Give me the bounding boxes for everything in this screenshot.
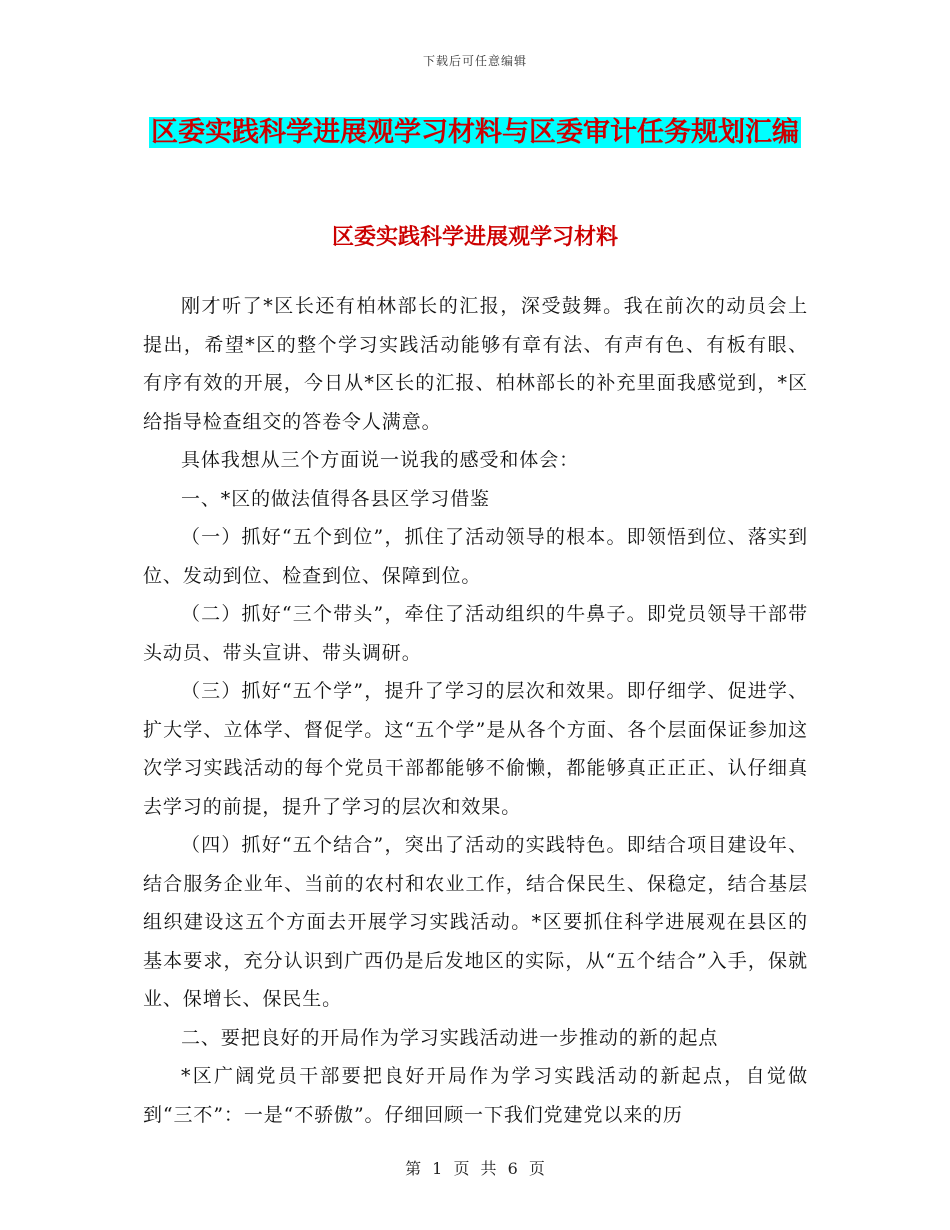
paragraph: 具体我想从三个方面说一说我的感受和体会： <box>181 449 580 471</box>
page-number-footer: 第 1 页 共 6 页 <box>405 1159 545 1178</box>
paragraph: 刚才听了*区长还有柏林部长的汇报，深受鼓舞。我在前次的动员会上提出，希望*区的整个学习实践活动能够有章有法、有声有色、有板有眼、有序有效的开展，今日从*区长的汇报、柏林部长的补充里面我感觉到，*区给指导检查组交的答卷令人满意。 <box>143 295 808 433</box>
document-body <box>143 287 808 1134</box>
paragraph: （一）抓好“五个到位”，抓住了活动领导的根本。即领悟到位、落实到位、发动到位、检查到位、保障到位。 <box>143 526 808 587</box>
paragraph: 一、*区的做法值得各县区学习借鉴 <box>181 487 490 510</box>
paragraph: （三）抓好“五个学”，提升了学习的层次和效果。即仔细学、促进学、扩大学、立体学、督促学。这“五个学”是从各个方面、各个层面保证参加这次学习实践活动的每个党员干部都能够不偷懒，都能够真正正正、认仔细真去学习的前提，提升了学习的层次和效果。 <box>143 680 808 818</box>
document-title <box>140 108 810 158</box>
section-title: 区委实践科学进展观学习材料 <box>331 225 618 250</box>
paragraph: （四）抓好“五个结合”，突出了活动的实践特色。即结合项目建设年、结合服务企业年、当前的农村和农业工作，结合保民生、保稳定，结合基层组织建设这五个方面去开展学习实践活动。*区要抓住科学进展观在县区的基本要求，充分认识到广西仍是后发地区的实际，从“五个结合”入手，保就业、保增长、保民生。 <box>143 834 808 1010</box>
paragraph: 二、要把良好的开局作为学习实践活动进一步推动的新的起点 <box>181 1026 719 1049</box>
paragraph: *区广阔党员干部要把良好开局作为学习实践活动的新起点，自觉做到“三不”：一是“不骄傲”。仔细回顾一下我们党建党以来的历 <box>143 1065 808 1126</box>
header-note: 下载后可任意编辑 <box>422 54 527 68</box>
paragraph: （二）抓好“三个带头”，牵住了活动组织的牛鼻子。即党员领导干部带头动员、带头宣讲、带头调研。 <box>143 603 808 664</box>
document-title-text: 区委实践科学进展观学习材料与区委审计任务规划汇编 <box>151 117 799 148</box>
